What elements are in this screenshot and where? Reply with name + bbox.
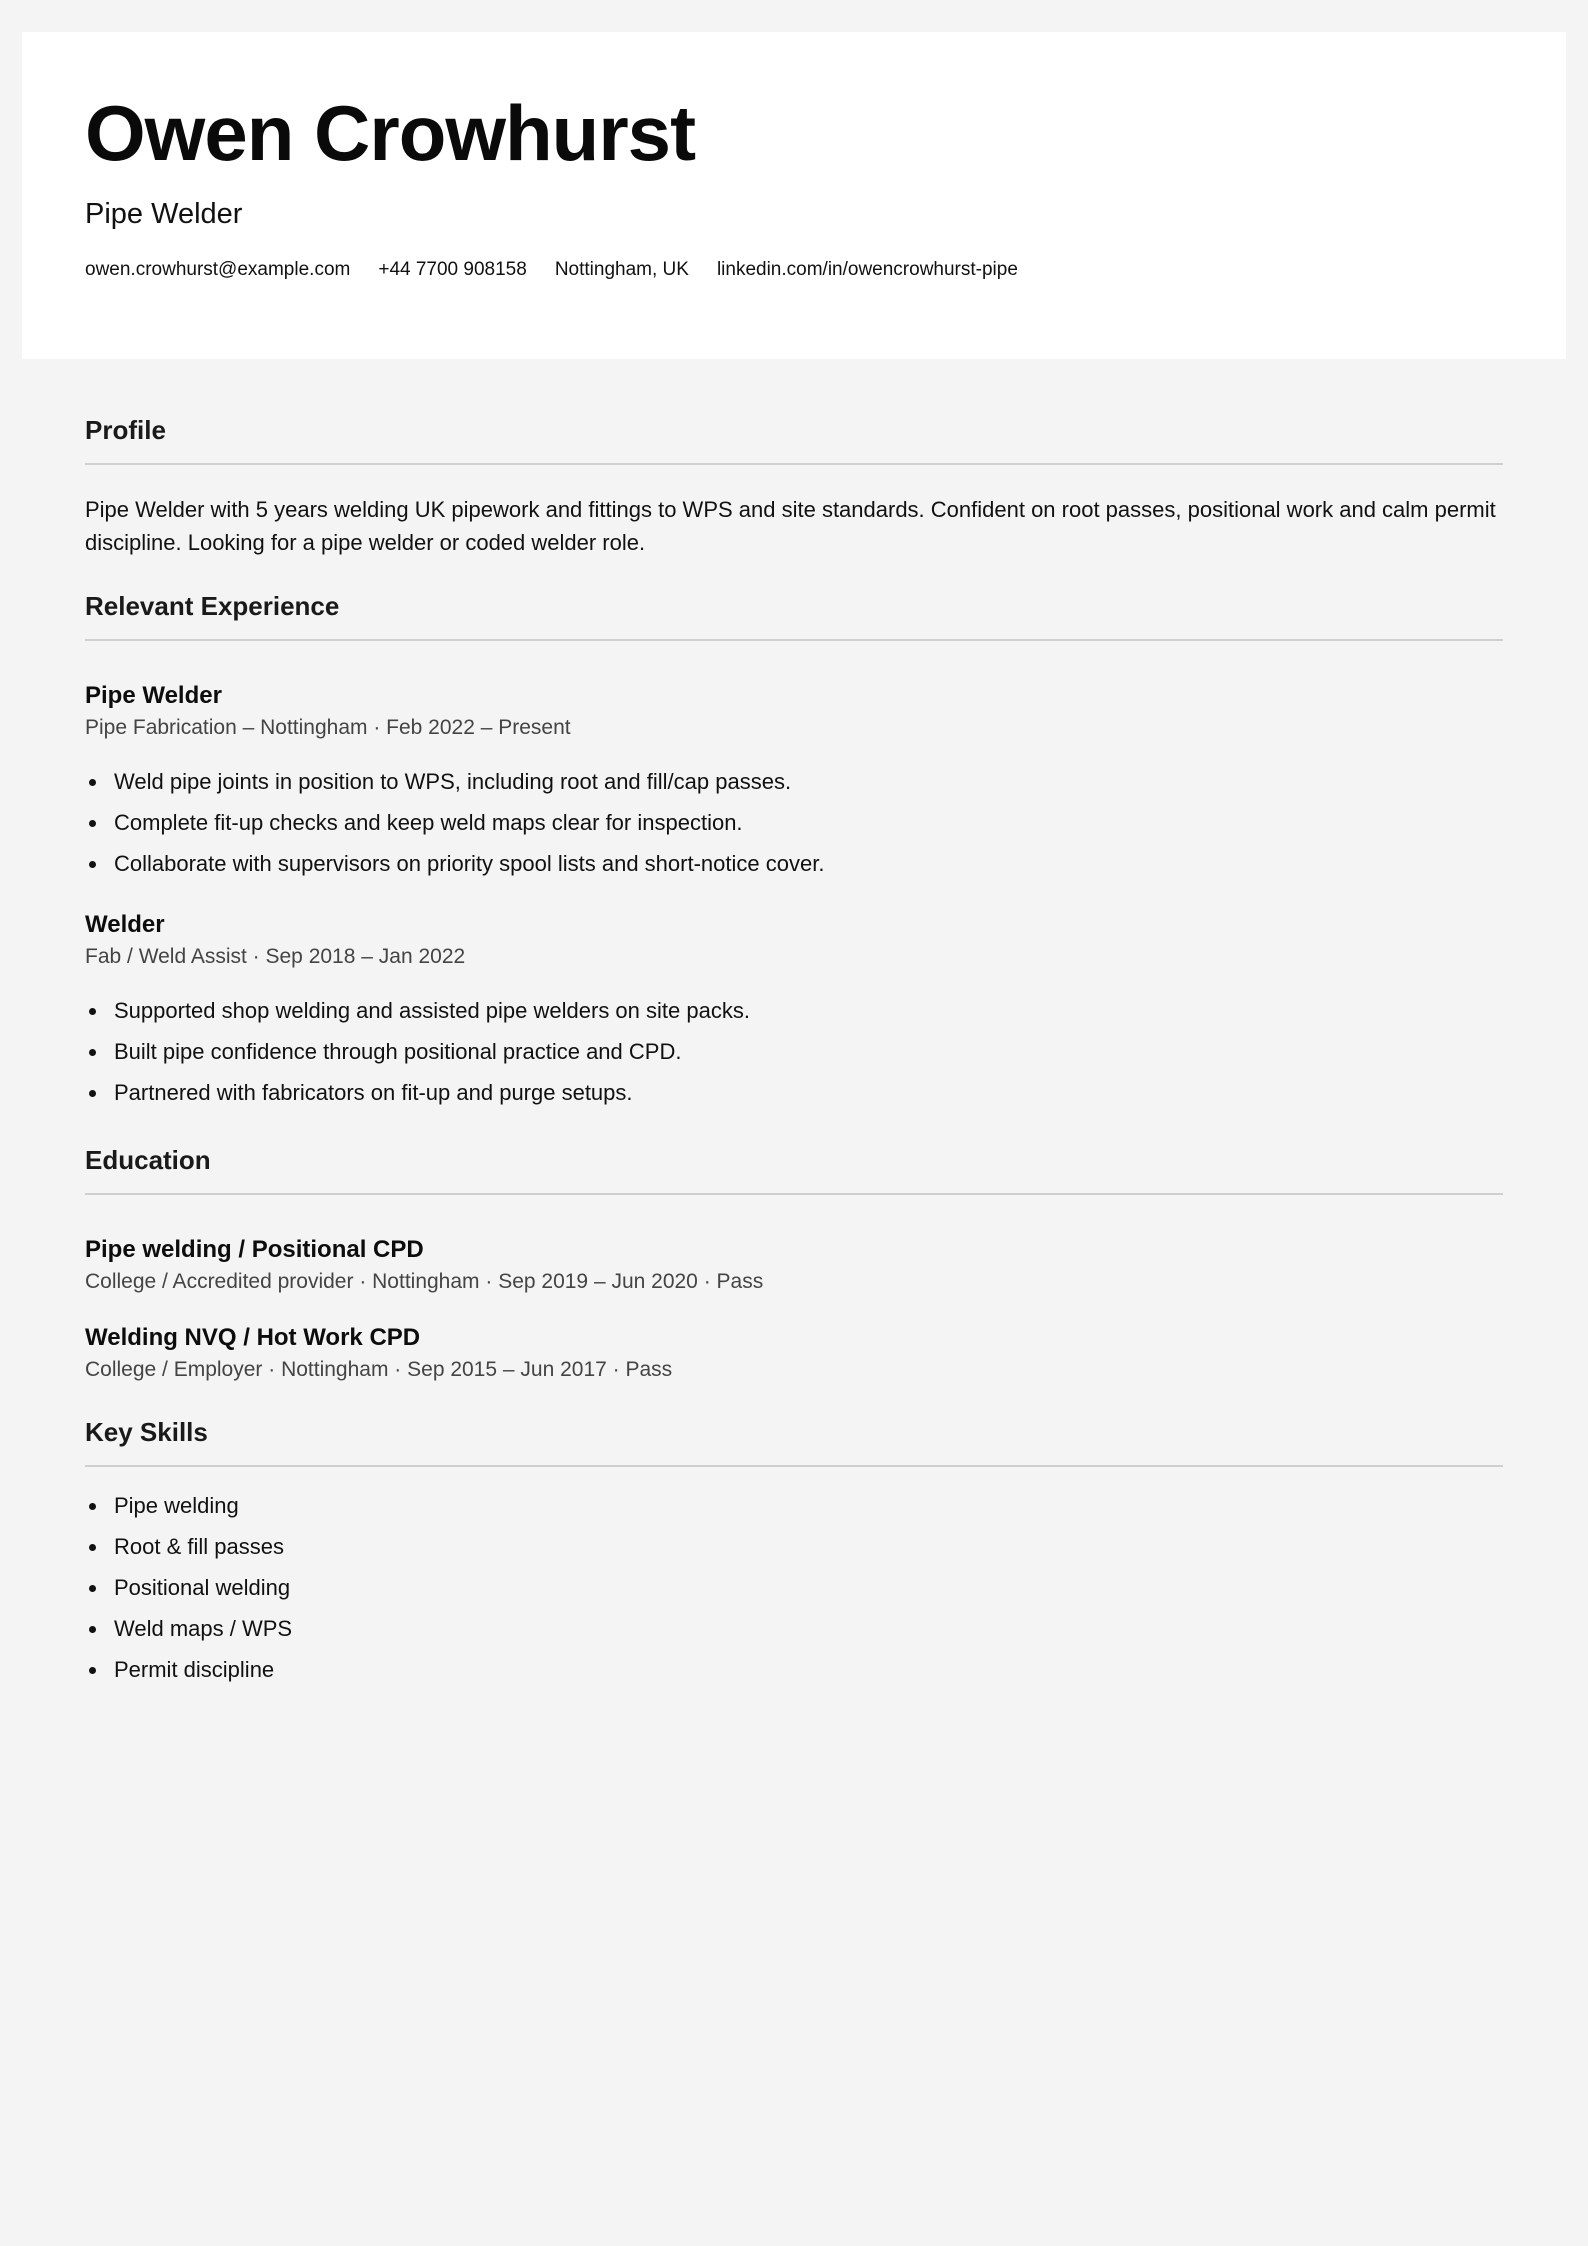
section-title-profile: Profile (85, 415, 1503, 465)
job-bullet: Built pipe confidence through positional practice and CPD. (114, 1031, 1503, 1072)
job-bullet: Weld pipe joints in position to WPS, including root and fill/cap passes. (114, 761, 1503, 802)
job-meta: Pipe Fabrication – Nottingham · Feb 2022 – Present (85, 716, 571, 739)
education-title: Welding NVQ / Hot Work CPD (85, 1324, 421, 1351)
job-entry (85, 681, 1503, 884)
resume-header (22, 32, 1566, 359)
job-bullets (85, 990, 1503, 1113)
skill-item: Permit discipline (114, 1649, 1503, 1690)
section-title-education: Education (85, 1145, 1503, 1195)
contact-phone[interactable]: +44 7700 908158 (378, 259, 527, 280)
job-title: Welder (85, 911, 165, 938)
job-bullet: Complete fit-up checks and keep weld maps clear for inspection. (114, 802, 1503, 843)
candidate-name: Owen Crowhurst (85, 89, 696, 177)
education-meta: College / Employer · Nottingham · Sep 2015 – Jun 2017 · Pass (85, 1358, 673, 1381)
job-entry (85, 910, 1503, 1113)
section-title-skills: Key Skills (85, 1417, 1503, 1467)
profile-summary: Pipe Welder with 5 years welding UK pipework and fittings to WPS and site standards. Confident on root passes, positional work and calm permit discipline. Looking for a pipe welder or coded welder role. (85, 497, 1496, 555)
skill-item: Weld maps / WPS (114, 1608, 1503, 1649)
skill-item: Pipe welding (114, 1485, 1503, 1526)
contact-linkedin[interactable]: linkedin.com/in/owencrowhurst-pipe (716, 259, 1018, 280)
contact-email[interactable]: owen.crowhurst@example.com (85, 259, 351, 280)
candidate-role: Pipe Welder (85, 198, 243, 230)
experience-section (85, 591, 1503, 1113)
skills-list (85, 1485, 1503, 1690)
profile-section (85, 415, 1503, 559)
job-bullet: Collaborate with supervisors on priority spool lists and short-notice cover. (114, 843, 1503, 884)
job-bullet: Supported shop welding and assisted pipe welders on site packs. (114, 990, 1503, 1031)
job-bullet: Partnered with fabricators on fit-up and purge setups. (114, 1072, 1503, 1113)
education-meta: College / Accredited provider · Nottingham · Sep 2019 – Jun 2020 · Pass (85, 1270, 764, 1293)
contact-location: Nottingham, UK (554, 259, 689, 280)
job-bullets (85, 761, 1503, 884)
education-section (85, 1145, 1503, 1385)
education-entry (85, 1323, 1503, 1385)
resume-body (85, 415, 1503, 1690)
section-title-experience: Relevant Experience (85, 591, 1503, 641)
job-meta: Fab / Weld Assist · Sep 2018 – Jan 2022 (85, 945, 466, 968)
job-title: Pipe Welder (85, 682, 222, 709)
skill-item: Positional welding (114, 1567, 1503, 1608)
contact-info (85, 259, 1566, 281)
skill-item: Root & fill passes (114, 1526, 1503, 1567)
skills-section (85, 1417, 1503, 1690)
education-entry (85, 1235, 1503, 1297)
education-title: Pipe welding / Positional CPD (85, 1236, 424, 1263)
